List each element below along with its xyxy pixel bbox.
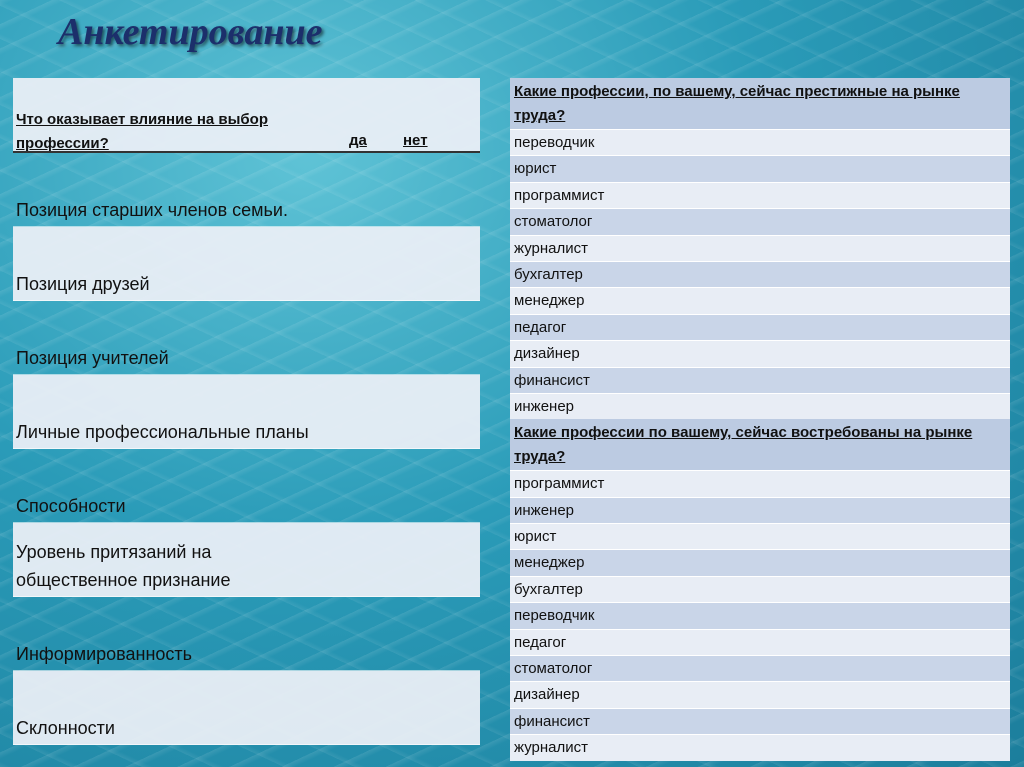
list-item: юрист [510,523,1010,549]
demand-question: Какие профессии по вашему, сейчас востребованы на рынке труда? [510,419,1010,470]
table-row [13,301,480,375]
list-item: программист [510,182,1010,208]
list-item: финансист [510,367,1010,393]
yes-column-label: да [349,132,367,149]
row-label: Позиция друзей [16,274,150,294]
list-item: дизайнер [510,340,1010,366]
row-label: Позиция старших членов семьи. [16,200,288,220]
professions-table [510,78,1010,761]
list-item: педагог [510,629,1010,655]
no-column-label: нет [403,132,428,149]
list-item: финансист [510,708,1010,734]
list-item: бухгалтер [510,261,1010,287]
list-item: инженер [510,393,1010,419]
list-item: педагог [510,314,1010,340]
list-item: стоматолог [510,655,1010,681]
row-label: Позиция учителей [16,348,169,368]
list-item: журналист [510,235,1010,261]
list-item: переводчик [510,602,1010,628]
row-label: Уровень притязаний на общественное признание [16,542,231,590]
list-item: переводчик [510,129,1010,155]
list-item: бухгалтер [510,576,1010,602]
table-row [13,523,480,597]
table-row [13,597,480,671]
list-item: дизайнер [510,681,1010,707]
row-label: Информированность [16,644,193,664]
influence-question: Что оказывает влияние на выбор профессии? [16,111,269,152]
list-item: стоматолог [510,208,1010,234]
influence-table-header [13,78,480,153]
page-title: Анкетирование [58,11,323,53]
prestige-question: Какие профессии, по вашему, сейчас престижные на рынке труда? [510,78,1010,129]
table-row [13,375,480,449]
table-row [13,227,480,301]
row-label: Способности [16,496,126,516]
table-row [13,153,480,227]
list-item: журналист [510,734,1010,760]
list-item: инженер [510,497,1010,523]
list-item: менеджер [510,549,1010,575]
row-label: Личные профессиональные планы [16,422,309,442]
list-item: менеджер [510,287,1010,313]
list-item: юрист [510,155,1010,181]
row-label: Склонности [16,718,115,738]
influence-table [13,78,480,745]
table-row [13,671,480,745]
list-item: программист [510,470,1010,496]
table-row [13,449,480,523]
